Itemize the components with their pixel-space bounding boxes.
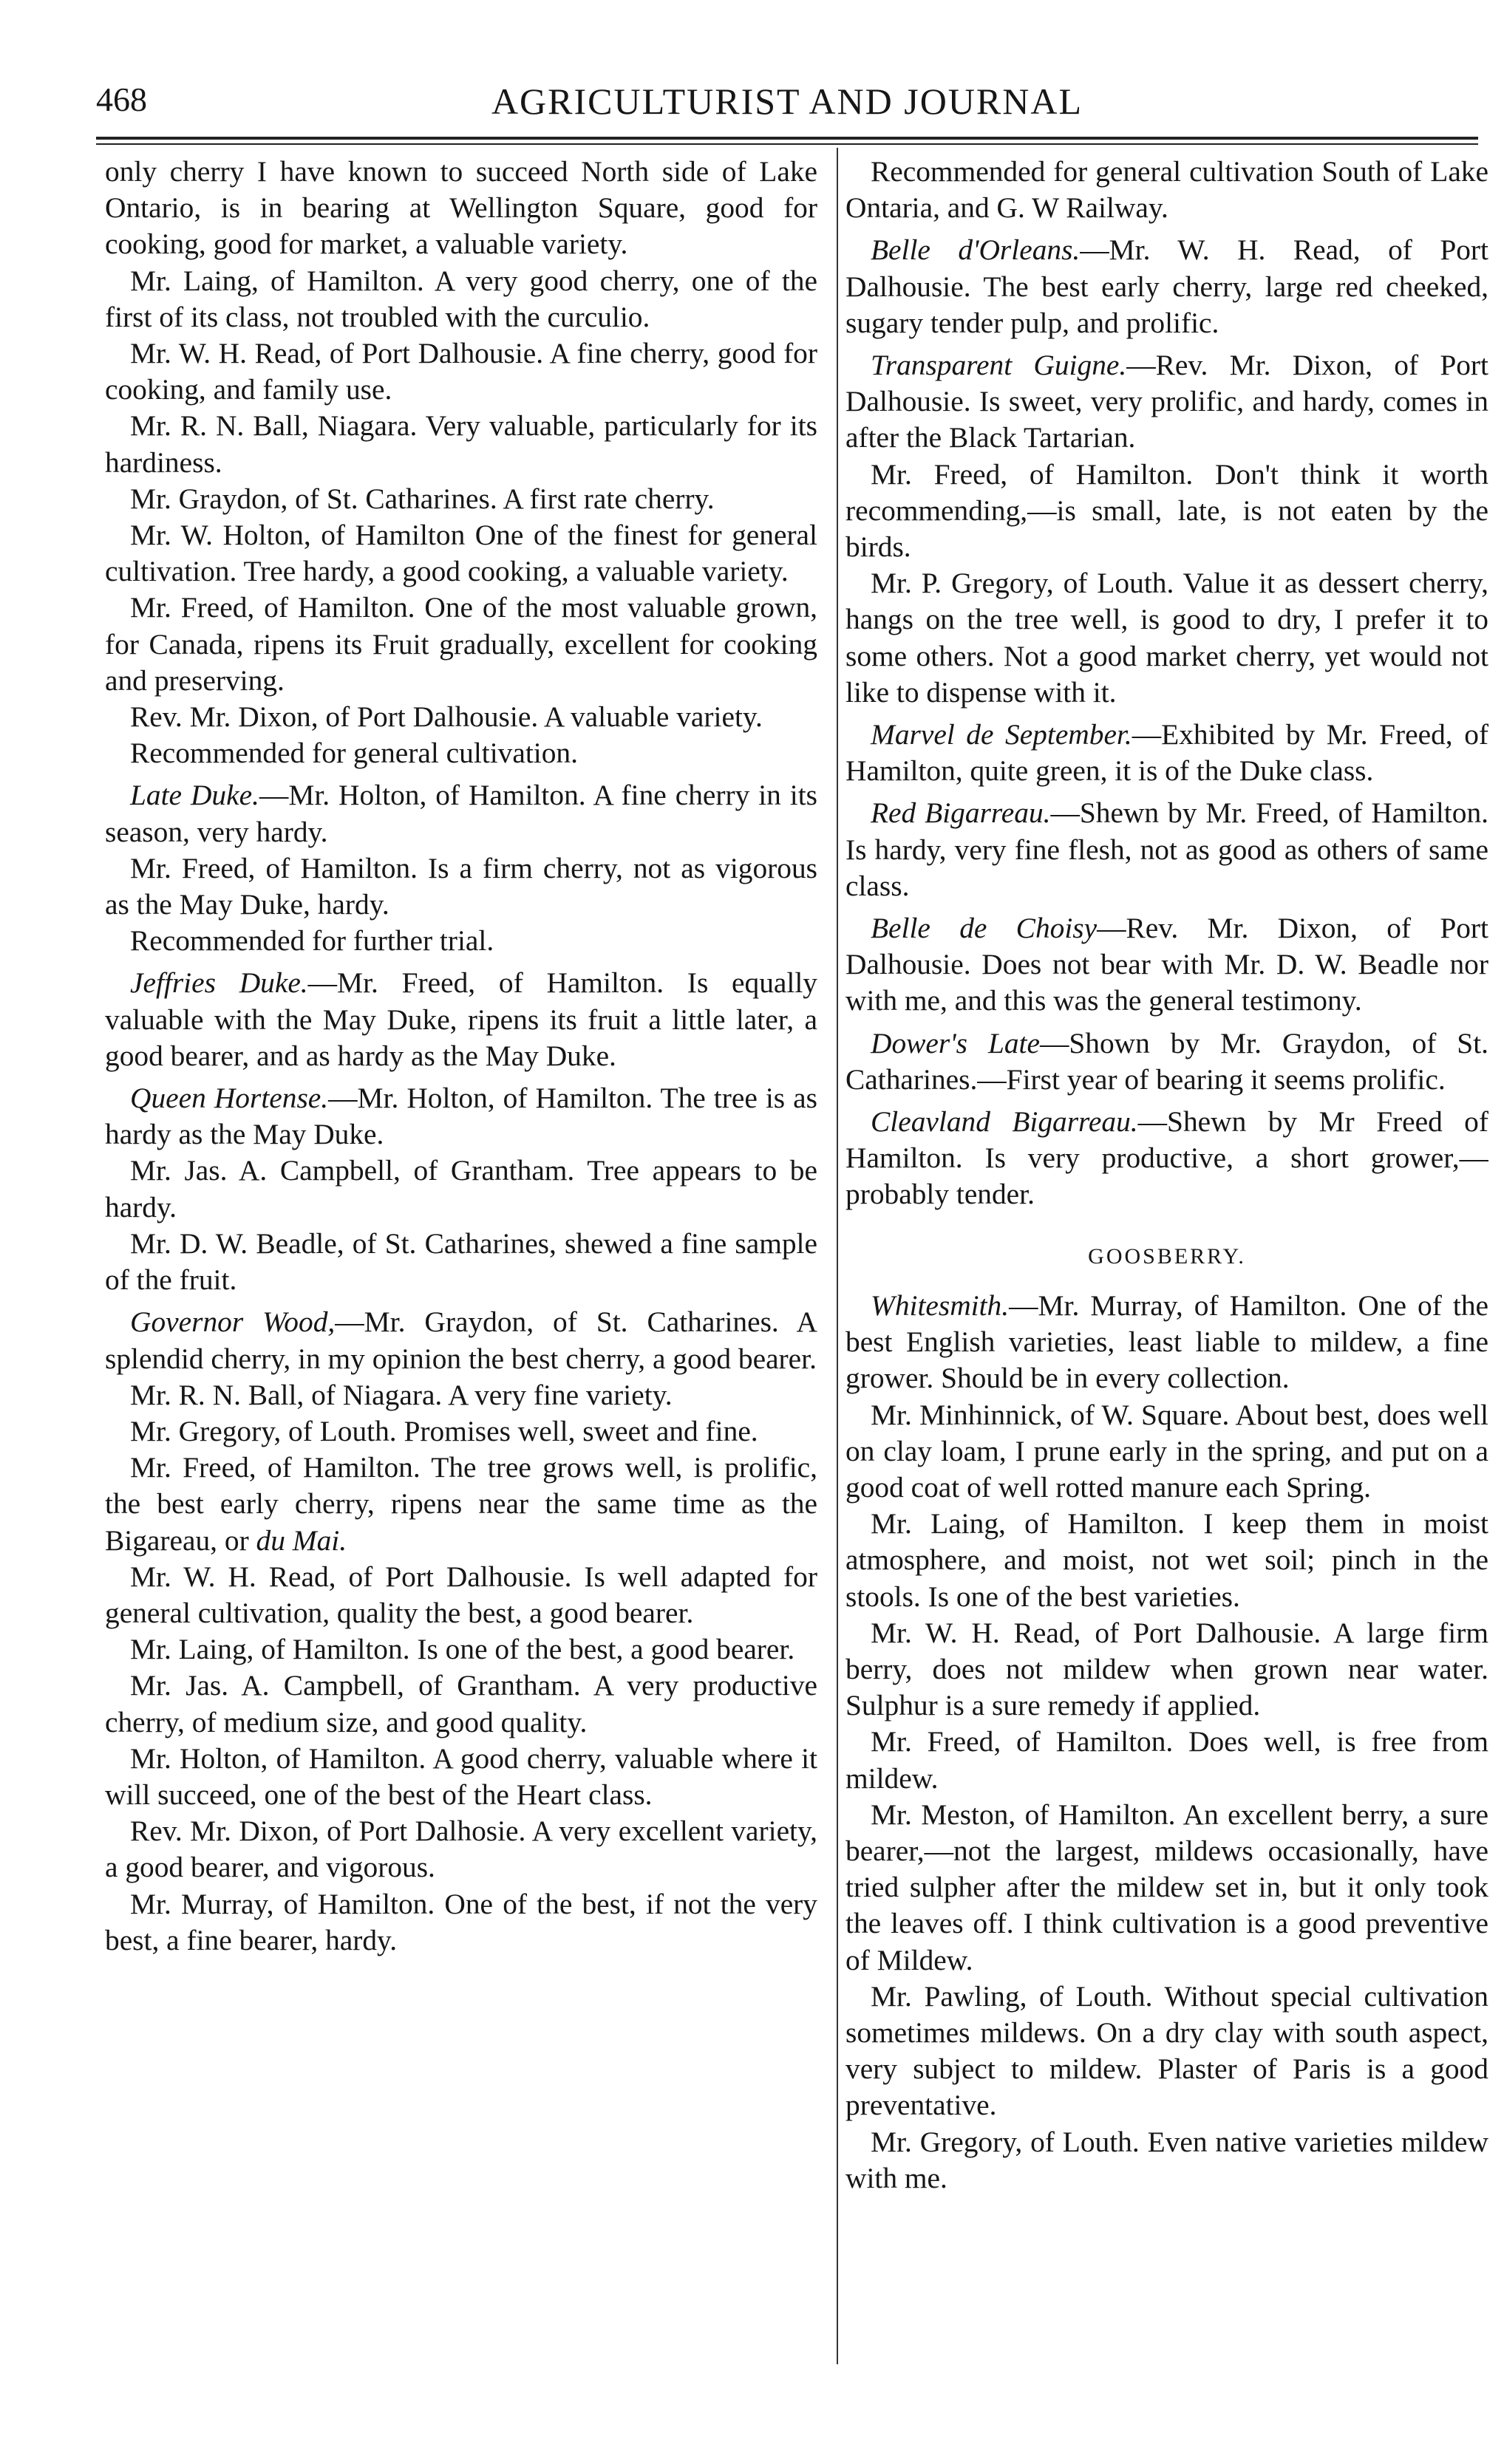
- paragraph: Mr. Graydon, of St. Catharines. A first rate cherry.: [130, 482, 715, 515]
- section-heading: GOOSBERRY.: [1088, 1243, 1246, 1269]
- variety-name: Whitesmith.: [871, 1289, 1010, 1322]
- paragraph: Mr. Laing, of Hamilton. I keep them in moist atmosphere, and moist, not wet soil; pinch in the stools. Is one of the best varieties.: [845, 1507, 1488, 1613]
- variety-text: —Shewn by Mr Freed of Hamilton. Is very productive, a short grower,—probably tender.: [845, 1105, 1488, 1211]
- left-column: [105, 154, 817, 1959]
- variety-text: —Mr. Graydon, of St. Catharines. A splendid cherry, in my opinion the best cherry, a good bearer.: [105, 1306, 817, 1375]
- page-header: [96, 80, 1478, 132]
- variety-name: Belle de Choisy: [871, 912, 1098, 945]
- variety-text: —Mr. Holton, of Hamilton. A fine cherry in its season, very hardy.: [105, 779, 818, 848]
- paragraph: Mr. Jas. A. Campbell, of Grantham. A very productive cherry, of medium size, and good quality.: [105, 1669, 817, 1738]
- variety-text: —Exhibited by Mr. Freed, of Hamilton, quite green, it is of the Duke class.: [845, 718, 1488, 788]
- paragraph: Mr. P. Gregory, of Louth. Value it as dessert cherry, hangs on the tree well, is good to dry, I prefer it to some others. Not a good market cherry, yet would not like to dispense with it.: [845, 567, 1488, 709]
- paragraph: [105, 1450, 817, 1559]
- paragraph: Mr. R. N. Ball, Niagara. Very valuable, particularly for its hardiness.: [105, 409, 817, 479]
- variety-name: Dower's Late: [871, 1026, 1040, 1059]
- header-rule-thick: [96, 137, 1478, 140]
- variety-entry: [105, 965, 817, 1074]
- paragraph: Mr. Holton, of Hamilton. A good cherry, valuable where it will succeed, one of the best of the Heart class.: [105, 1741, 817, 1811]
- variety-entry: [845, 347, 1488, 457]
- variety-entry: [845, 795, 1488, 904]
- variety-entry: [845, 717, 1488, 789]
- paragraph: only cherry I have known to succeed North side of Lake Ontario, is in bearing at Wellington Square, good for cooking, good for market, a valuable variety.: [105, 155, 817, 261]
- paragraph: Recommended for general cultivation.: [130, 737, 578, 770]
- variety-text: —Mr. Murray, of Hamilton. One of the best English varieties, least liable to mildew, a fine grower. Should be in every collection.: [845, 1289, 1488, 1395]
- variety-entry: [845, 1025, 1488, 1098]
- paragraph: Mr. Freed, of Hamilton. Does well, is free from mildew.: [845, 1725, 1488, 1795]
- paragraph: Mr. W. H. Read, of Port Dalhousie. Is well adapted for general cultivation, quality the best, a good bearer.: [105, 1560, 817, 1629]
- variety-entry: [845, 1288, 1488, 1397]
- running-title: AGRICULTURIST AND JOURNAL: [491, 81, 1083, 122]
- variety-text: —Rev. Mr. Dixon, of Port Dalhousie. Is sweet, very prolific, and hardy, comes in after the Black Tartarian.: [845, 349, 1488, 454]
- paragraph: Recommended for further trial.: [130, 924, 494, 958]
- paragraph: Mr. Laing, of Hamilton. Is one of the best, a good bearer.: [130, 1633, 795, 1666]
- paragraph: Mr. Jas. A. Campbell, of Grantham. Tree appears to be hardy.: [105, 1154, 817, 1224]
- paragraph: Mr. D. W. Beadle, of St. Catharines, shewed a fine sample of the fruit.: [105, 1226, 817, 1297]
- paragraph: Mr. Murray, of Hamilton. One of the best, if not the very best, a fine bearer, hardy.: [105, 1887, 817, 1956]
- paragraph: Mr. W. H. Read, of Port Dalhousie. A fine cherry, good for cooking, and family use.: [105, 337, 817, 406]
- variety-text: —Shown by Mr. Graydon, of St. Catharines.—First year of bearing it seems prolific.: [845, 1026, 1488, 1096]
- paragraph-italic: du Mai.: [256, 1523, 347, 1557]
- variety-name: Marvel de September.: [871, 718, 1132, 751]
- page-number: 468: [96, 81, 147, 118]
- paragraph: Rev. Mr. Dixon, of Port Dalhosie. A very excellent variety, a good bearer, and vigorous.: [105, 1815, 817, 1884]
- variety-text: —Rev. Mr. Dixon, of Port Dalhousie. Does not bear with Mr. D. W. Beadle nor with me, and this was the general testimony.: [845, 912, 1488, 1017]
- variety-entry: [105, 1304, 817, 1376]
- paragraph: Mr. Freed, of Hamilton. Don't think it worth recommending,—is small, late, is not eaten by the birds.: [845, 457, 1488, 564]
- paragraph: Recommended for general cultivation South of Lake Ontaria, and G. W Railway.: [845, 155, 1488, 225]
- paragraph: Mr. R. N. Ball, of Niagara. A very fine variety.: [130, 1378, 673, 1411]
- column-divider: [837, 148, 838, 2364]
- variety-entry: [845, 910, 1488, 1020]
- variety-entry: [845, 1104, 1488, 1213]
- paragraph: Mr. Freed, of Hamilton. Is a firm cherry, not as vigorous as the May Duke, hardy.: [105, 851, 817, 921]
- variety-text: —Mr. Freed, of Hamilton. Is equally valuable with the May Duke, ripens its fruit a little later, a good bearer, and as hardy as the May Duke.: [105, 966, 817, 1072]
- paragraph: Mr. W. Holton, of Hamilton One of the finest for general cultivation. Tree hardy, a good cooking, a valuable variety.: [105, 519, 817, 588]
- variety-name: Red Bigarreau.: [871, 796, 1051, 830]
- variety-entry: [845, 232, 1488, 341]
- variety-text: —Mr. W. H. Read, of Port Dalhousie. The best early cherry, large red cheeked, sugary tender pulp, and prolific.: [845, 233, 1488, 339]
- variety-name: Belle d'Orleans.: [871, 233, 1081, 267]
- variety-entry: [105, 777, 817, 850]
- right-column: [845, 154, 1488, 2197]
- variety-text: —Mr. Holton, of Hamilton. The tree is as hardy as the May Duke.: [105, 1082, 817, 1151]
- variety-name: Transparent Guigne.: [871, 349, 1127, 382]
- header-rule-thin: [96, 143, 1478, 145]
- variety-text: —Shewn by Mr. Freed, of Hamilton. Is hardy, very fine flesh, not as good as others of same class.: [845, 796, 1488, 902]
- paragraph: Mr. Minhinnick, of W. Square. About best, does well on clay loam, I prune early in the spring, and put on a good coat of well rotted manure each Spring.: [845, 1398, 1488, 1504]
- paragraph: Mr. Meston, of Hamilton. An excellent berry, a sure bearer,—not the largest, mildews occasionally, have tried sulpher after the mildew set in, but it only took the leaves off. I think cultivation is a good preventive of Mildew.: [845, 1798, 1488, 1976]
- paragraph: Mr. Freed, of Hamilton. One of the most valuable grown, for Canada, ripens its Fruit gradually, excellent for cooking and preserving.: [105, 591, 817, 697]
- paragraph-text: Mr. Freed, of Hamilton. The tree grows well, is prolific, the best early cherry, ripens near the same time as the Bigareau, or: [105, 1451, 817, 1557]
- variety-name: Late Duke.: [130, 779, 259, 812]
- variety-name: Cleavland Bigarreau.: [871, 1105, 1138, 1139]
- paragraph: Mr. Laing, of Hamilton. A very good cherry, one of the first of its class, not troubled with the curculio.: [105, 264, 817, 333]
- paragraph: Mr. Gregory, of Louth. Promises well, sweet and fine.: [130, 1414, 758, 1447]
- paragraph: Mr. W. H. Read, of Port Dalhousie. A large firm berry, does not mildew when grown near water. Sulphur is a sure remedy if applied.: [845, 1616, 1488, 1722]
- variety-name: Queen Hortense.: [130, 1082, 329, 1115]
- variety-name: Governor Wood,: [130, 1306, 336, 1339]
- paragraph: Mr. Gregory, of Louth. Even native varieties mildew with me.: [845, 2125, 1488, 2194]
- variety-entry: [105, 1080, 817, 1153]
- variety-name: Jeffries Duke.: [130, 966, 308, 1000]
- paragraph: Rev. Mr. Dixon, of Port Dalhousie. A valuable variety.: [130, 700, 763, 734]
- paragraph: Mr. Pawling, of Louth. Without special cultivation sometimes mildews. On a dry clay with south aspect, very subject to mildew. Plaster of Paris is a good preventative.: [845, 1979, 1488, 2122]
